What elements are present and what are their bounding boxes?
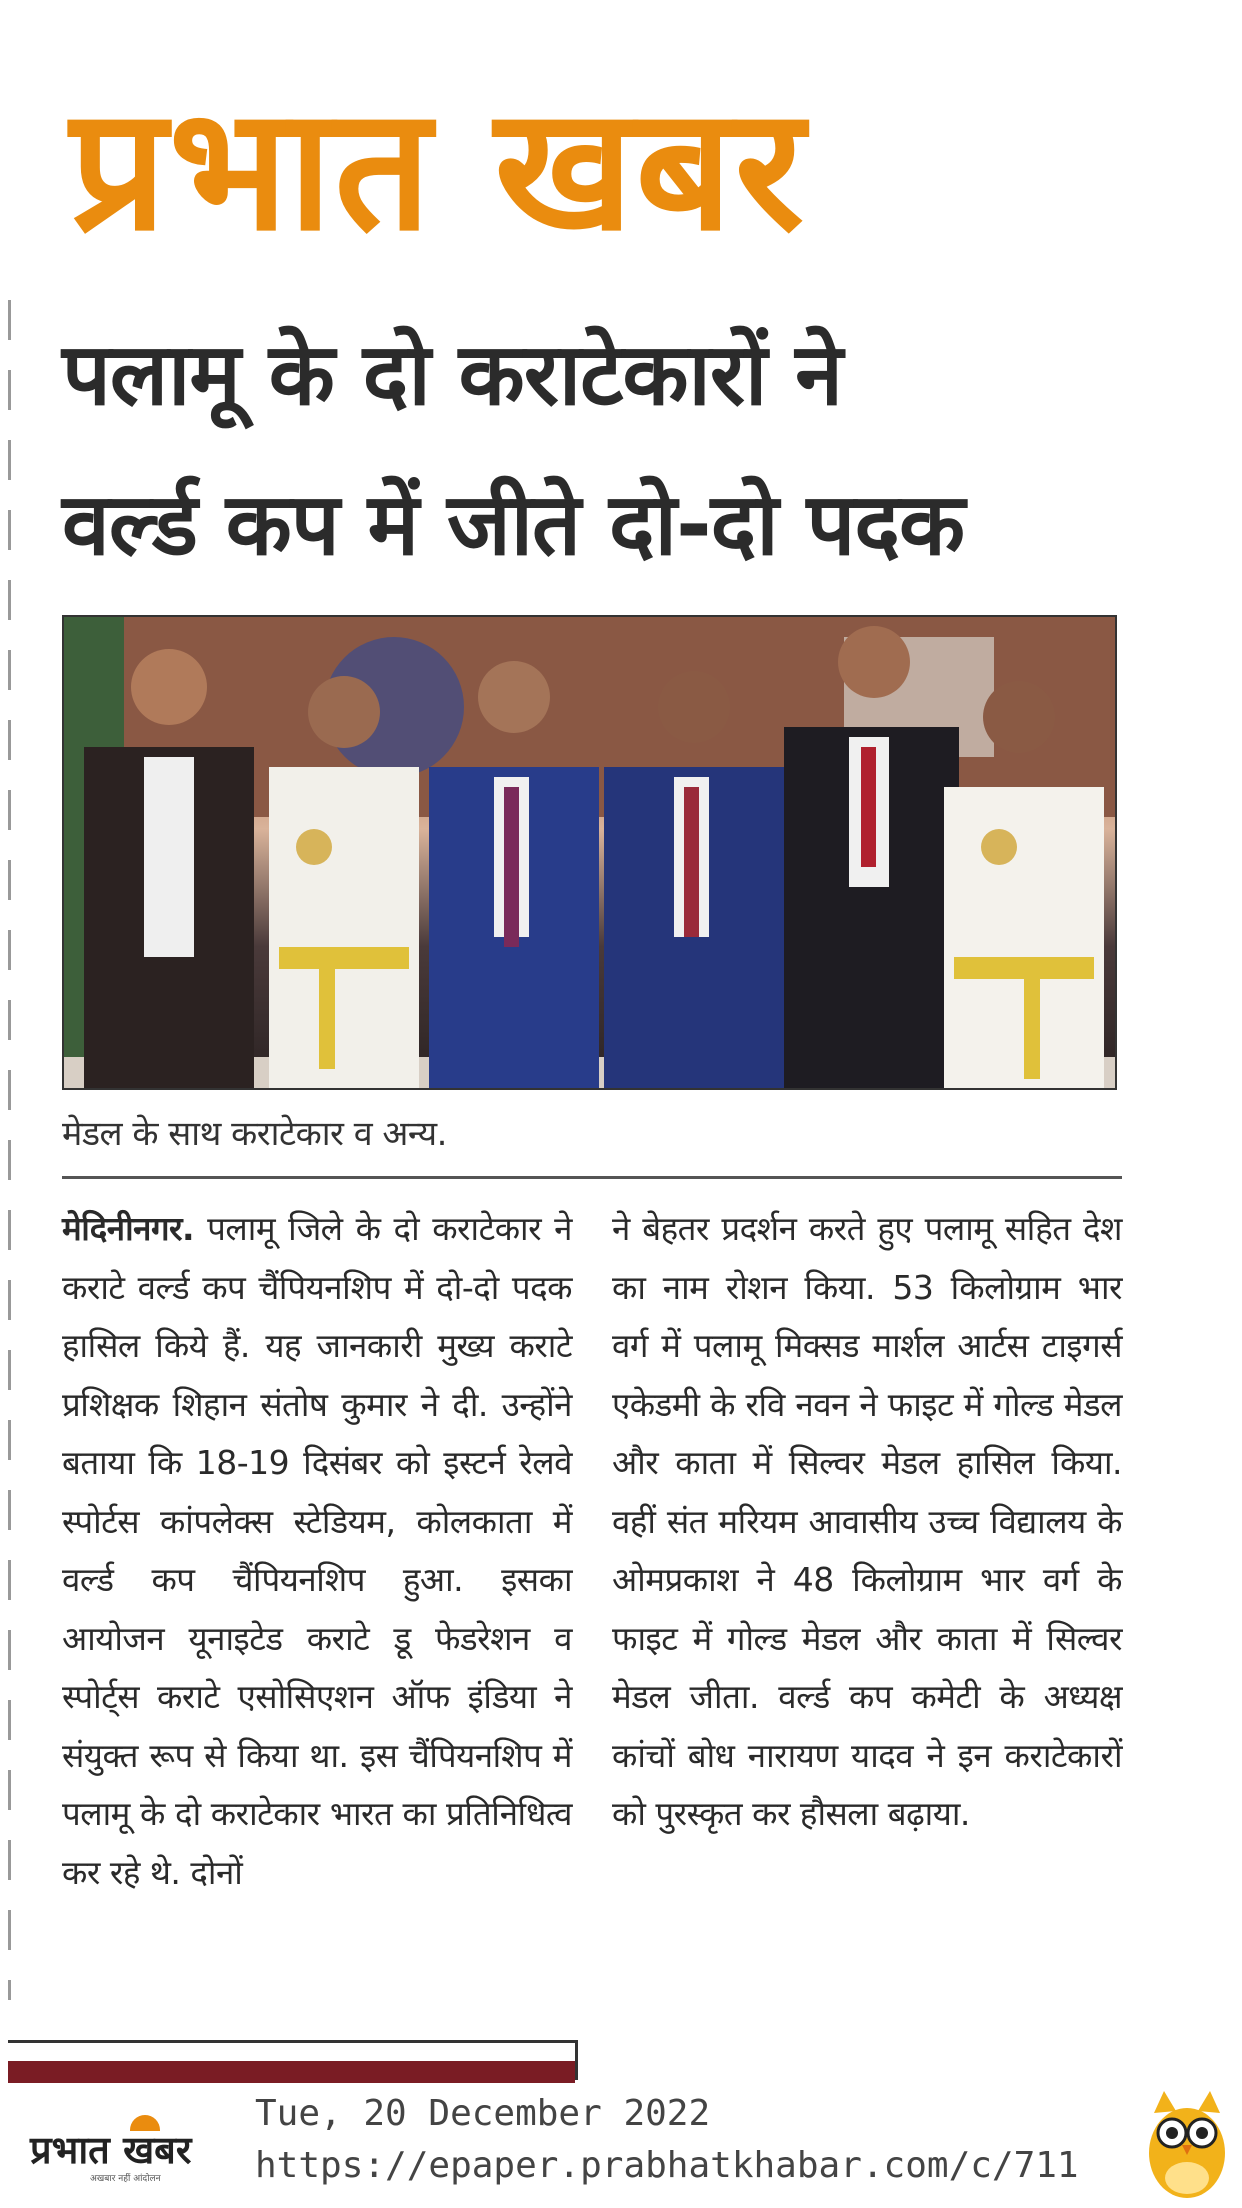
group-photo-illustration	[64, 617, 1115, 1088]
article-body-left: पलामू जिले के दो कराटेकार ने कराटे वर्ल्ड कप चैंपियनशिप में दो-दो पदक हासिल किये हैं. यह जानकारी मुख्य कराटे प्रशिक्षक शिहान संतोष कुमार ने दी. उन्होंने बताया कि 18-19 दिसंबर को इस्टर्न रेलवे स्पोर्टस कांपलेक्स स्टेडियम, कोलकाता में वर्ल्ड कप चैंपियनशिप हुआ. इसका आयोजन यूनाइटेड कराटे डू फेडरेशन व स्पोर्ट्स कराटे एसोसिएशन ऑफ इंडिया ने संयुक्त रूप से किया था. इस चैंपियनशिप में पलामू के दो कराटेकार भारत का प्रतिनिधित्व कर रहे थे. दोनों	[62, 1209, 572, 1892]
article-photo	[62, 615, 1117, 1090]
next-article-box	[8, 2040, 578, 2080]
section-divider	[62, 1176, 1122, 1179]
headline-line-1: पलामू के दो कराटेकारों ने	[62, 325, 842, 425]
footer-logo-tagline: अखबार नहीं आंदोलन	[90, 2174, 161, 2184]
article-headline	[62, 300, 1122, 600]
footer-logo[interactable]	[30, 2115, 240, 2185]
article-column-left	[62, 1200, 572, 1902]
footer-logo-text: प्रभात खबर	[30, 2128, 192, 2172]
headline-line-2: वर्ल्ड कप में जीते दो-दो पदक	[62, 475, 965, 575]
masthead-title: प्रभात खबर	[70, 71, 807, 269]
footer-date: Tue, 20 December 2022	[255, 2093, 711, 2134]
photo-caption: मेडल के साथ कराटेकार व अन्य.	[62, 1114, 447, 1154]
next-article-cutoff-headline	[612, 2052, 1122, 2082]
article-column-right: ने बेहतर प्रदर्शन करते हुए पलामू सहित देश का नाम रोशन किया. 53 किलोग्राम भार वर्ग में पलामू मिक्सड मार्शल आर्टस टाइगर्स एकेडमी के रवि नवन ने फाइट में गोल्ड मेडल और काता में सिल्वर मेडल हासिल किया. वहीं संत मरियम आवासीय उच्च विद्यालय के ओमप्रकाश ने 48 किलोग्राम भार वर्ग के फाइट में गोल्ड मेडल और काता में सिल्वर मेडल जीता. वर्ल्ड कप कमेटी के अध्यक्ष कांचों बोध नारायण यादव ने इन कराटेकारों को पुरस्कृत कर हौसला बढ़ाया.	[612, 1209, 1122, 1833]
dateline: मेदिनीनगर.	[62, 1209, 195, 1248]
epaper-footer	[0, 2085, 1242, 2208]
next-article-photo-strip	[8, 2061, 575, 2083]
footer-url[interactable]: https://epaper.prabhatkhabar.com/c/711	[255, 2145, 1079, 2186]
owl-mascot-icon	[1142, 2083, 1232, 2203]
page-edge-rule	[8, 300, 11, 2000]
